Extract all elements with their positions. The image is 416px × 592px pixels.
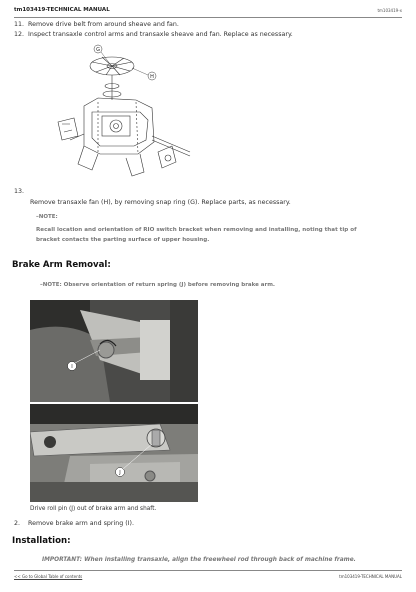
step-number: 12. <box>14 31 25 38</box>
brake-photo-1 <box>30 300 198 402</box>
installation-title: Installation: <box>12 536 71 546</box>
step-number: 2. <box>14 520 21 527</box>
callout-h: H <box>150 74 154 80</box>
step-text: Remove drive belt from around sheave and fan. <box>28 21 179 28</box>
step-13-number <box>14 188 24 195</box>
brake-step-2 <box>14 520 134 527</box>
page-header <box>14 6 402 18</box>
footer-manual-title: tm103419-TECHNICAL MANUAL <box>339 574 402 579</box>
global-toc-link[interactable]: << Go to Global Table of contents <box>14 574 83 579</box>
note-line: bracket contacts the parting surface of upper housing. <box>36 236 210 243</box>
callout-i: I <box>71 364 73 370</box>
note-text <box>36 226 386 245</box>
important-notice: IMPORTANT: When installing transaxle, align the freewheel rod through back of machine frame. <box>42 557 356 563</box>
step-number: 11. <box>14 21 25 28</box>
transaxle-figure <box>40 42 192 180</box>
manual-title: tm103419-TECHNICAL MANUAL <box>14 7 110 13</box>
callout-g: G <box>96 47 100 53</box>
brake-photo-2-drawing <box>30 404 198 502</box>
step-text: Remove brake arm and spring (I). <box>28 520 134 527</box>
page-footer <box>14 570 402 580</box>
callout-j: J <box>119 470 121 476</box>
brake-note: –NOTE: Observe orientation of return spring (J) before removing brake arm. <box>40 282 276 288</box>
step-text: Inspect transaxle control arms and transaxle sheave and fan. Replace as necessary. <box>28 31 293 38</box>
figure-caption: Drive roll pin (J) out of brake arm and shaft. <box>30 506 157 512</box>
brake-arm-title: Brake Arm Removal: <box>12 260 111 270</box>
step-12 <box>14 31 293 38</box>
step-number: 13. <box>14 188 25 195</box>
note-line: Recall location and orientation of RIO switch bracket when removing and installing, noting that tip of <box>36 227 357 233</box>
page-reference: tm103419-x <box>377 8 402 13</box>
note-label: –NOTE: <box>36 214 58 220</box>
brake-photo-1-drawing <box>30 300 198 402</box>
step-11 <box>14 21 179 28</box>
step-13-text: Remove transaxle fan (H), by removing snap ring (G). Replace parts, as necessary. <box>30 199 291 206</box>
transaxle-drawing <box>40 42 192 180</box>
brake-photo-2 <box>30 404 198 502</box>
